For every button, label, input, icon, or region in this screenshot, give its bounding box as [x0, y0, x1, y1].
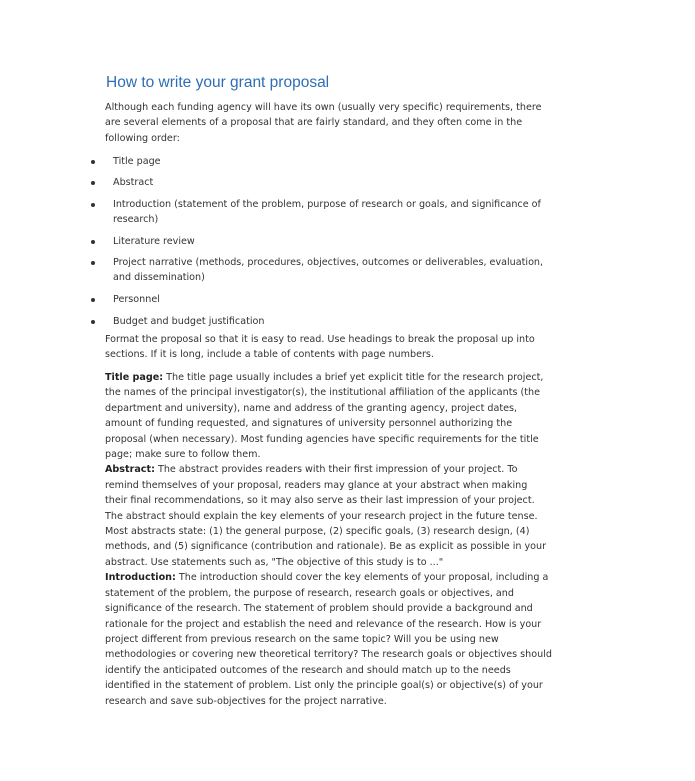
section-paragraphs [105, 370, 595, 709]
bullet-icon [91, 160, 95, 164]
section-line: significance of the research. The statement of problem should provide a background and [105, 603, 533, 615]
list-item-label: Literature review [113, 236, 195, 247]
introduction-section [105, 570, 595, 709]
list-item-label: Personnel [113, 294, 160, 305]
section-line: The abstract should explain the key elements of your research project in the future tense. [105, 510, 538, 522]
list-item-label: Budget and budget justification [113, 316, 265, 327]
bullet-icon [91, 298, 95, 302]
section-line: remind themselves of your proposal, readers may glance at your abstract when making [105, 479, 528, 491]
section-term: Abstract: [105, 464, 155, 476]
section-text: The abstract provides readers with their first impression of your project. To [154, 464, 518, 476]
intro-line: Although each funding agency will have its own (usually very specific) requirements, there [105, 102, 542, 113]
section-line: identify the anticipated outcomes of the research and should match up to the needs [105, 664, 511, 676]
section-line: methods, and (5) significance (contribution and rationale). Be as explicit as possible in your [105, 541, 547, 553]
intro-line: are several elements of a proposal that are fairly standard, and they often come in the [105, 117, 523, 129]
title-page-section [105, 370, 595, 462]
list-item-label: Project narrative (methods, procedures, objectives, outcomes or deliverables, evaluation, [113, 257, 544, 268]
list-item-label: Abstract [113, 177, 154, 188]
section-line: statement of the problem, the purpose of research, research goals or objectives, and [105, 587, 514, 599]
intro-line: following order: [105, 132, 180, 144]
section-line: proposal (when necessary). Most funding agencies have specific requirements for the title [105, 433, 539, 445]
section-line: abstract. Use statements such as, "The objective of this study is to ..." [105, 556, 444, 568]
section-text: The title page usually includes a brief yet explicit title for the research project, [163, 372, 544, 383]
abstract-section [105, 462, 595, 570]
section-line: page; make sure to follow them. [105, 449, 261, 461]
section-line: methodologies or covering new theoretical territory? The research goals or objectives should [105, 649, 552, 661]
section-line: the names of the principal investigator(s), the institutional affiliation of the applicants (the [105, 387, 541, 399]
section-line: rationale for the project and establish the need and relevance of the research. How is your [105, 618, 542, 630]
format-paragraph [105, 332, 595, 363]
bullet-icon [91, 203, 95, 207]
document-title: How to write your grant proposal [106, 74, 330, 91]
list-item-label: Introduction (statement of the problem, purpose of research or goals, and significance of [113, 199, 541, 210]
section-line: department and university), name and address of the granting agency, project dates, [105, 402, 518, 414]
bullet-icon [91, 181, 95, 185]
format-line: sections. If it is long, include a table of contents with page numbers. [105, 349, 434, 361]
section-line: Most abstracts state: (1) the general purpose, (2) specific goals, (3) research design, (4) [105, 526, 530, 538]
bullet-icon [91, 320, 95, 324]
bullet-icon [91, 261, 95, 265]
section-line: their final recommendations, so it may also serve as their last impression of your project. [105, 495, 535, 507]
list-item-label: and dissemination) [113, 272, 205, 284]
section-line: project different from previous research on the same topic? Will you be using new [105, 633, 499, 645]
section-text: The introduction should cover the key elements of your proposal, including a [175, 572, 549, 584]
bullet-icon [91, 240, 95, 244]
section-term: Title page: [105, 372, 164, 383]
section-line: research and save sub-objectives for the project narrative. [105, 695, 387, 707]
section-line: amount of funding requested, and signatures of university personnel authorizing the [105, 418, 513, 430]
section-line: identified in the statement of problem. List only the principle goal(s) or objective(s) of your [105, 680, 543, 692]
section-term: Introduction: [105, 572, 176, 584]
list-item-label: Title page [113, 156, 161, 167]
format-line: Format the proposal so that it is easy to read. Use headings to break the proposal up into [105, 334, 535, 345]
list-item-label: research) [113, 214, 159, 226]
